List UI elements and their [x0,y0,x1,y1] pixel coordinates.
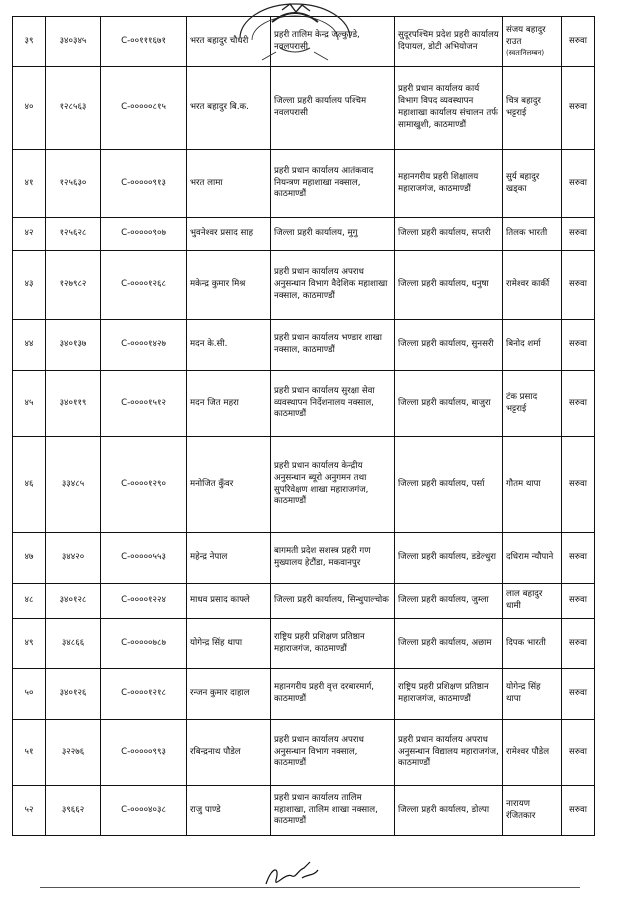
id-cell: ३९६६२ [46,786,101,836]
page-footer-rule [40,887,580,888]
table-body [13,17,595,836]
officer-cell: रामेश्वर पौडेल [503,720,562,786]
to-office-cell: जिल्ला प्रहरी कार्यालय, धनुषा [395,251,503,320]
action-cell: सरुवा [562,320,595,371]
code-cell: C-००००१२२४ [101,584,187,619]
officer-cell: दिपक भारती [503,619,562,669]
from-office-cell: प्रहरी प्रधान कार्यालय अपराध अनुसन्धान विभाग वैदेशिक महाशाखा नक्साल, काठमाण्डौं [271,251,395,320]
code-cell: C-००००१५१२ [101,371,187,437]
to-office-cell: महानगरीय प्रहरी शिक्षालय महाराजगंज, काठमाण्डौं [395,150,503,218]
table-row [13,67,595,150]
officer-cell: सुर्य बहादुर खड्का [503,150,562,218]
officer-cell: चित्र बहादुर भट्टराई [503,67,562,150]
name-cell: मनोजित कुँवर [187,437,271,533]
serial-cell: ४१ [13,150,46,218]
serial-cell: ४७ [13,533,46,584]
from-office-cell: प्रहरी प्रधान कार्यालय सुरक्षा सेवा व्यवस्थापन निर्देशनालय नक्साल, काठमाण्डौं [271,371,395,437]
name-cell: रबिन्द्रनाथ पौडेल [187,720,271,786]
id-cell: ३४०११९ [46,371,101,437]
action-cell: सरुवा [562,584,595,619]
to-office-cell: सुदूरपश्चिम प्रदेश प्रहरी कार्यालय दिपायल, डोटी अभियोजन [395,17,503,67]
code-cell: C-०००००७८७ [101,619,187,669]
from-office-cell: बागमती प्रदेश सशस्त्र प्रहरी गण मुख्यालय हेटौंडा, मकवानपुर [271,533,395,584]
action-cell: सरुवा [562,533,595,584]
to-office-cell: जिल्ला प्रहरी कार्यालय, पर्सा [395,437,503,533]
officer-cell: बिनोद शर्मा [503,320,562,371]
signature-mark [262,858,322,890]
name-cell: भरत बहादुर बि.क. [187,67,271,150]
id-cell: ३२२७६ [46,720,101,786]
action-cell: सरुवा [562,371,595,437]
officer-cell: लाल बहादुर धामी [503,584,562,619]
action-cell: सरुवा [562,619,595,669]
to-office-cell: प्रहरी प्रधान कार्यालय कार्य विभाग विपद व्यवस्थापन महाशाखा कार्यालय संचालन तर्फ सामाखुशी, काठमाण्डौं [395,67,503,150]
name-cell: भरत लामा [187,150,271,218]
table-row [13,584,595,619]
action-cell: सरुवा [562,720,595,786]
table-row [13,251,595,320]
name-cell: महेन्द्र नेपाल [187,533,271,584]
code-cell: C-०००००८१५ [101,67,187,150]
id-cell: ३४०१२६ [46,669,101,720]
officer-cell: रामेश्वर कार्की [503,251,562,320]
action-cell: सरुवा [562,17,595,67]
id-cell: १२७९८२ [46,251,101,320]
serial-cell: ४८ [13,584,46,619]
officer-note: (स्वतःनिलम्बन) [506,48,545,57]
serial-cell: ३९ [13,17,46,67]
code-cell: C-००००४०३८ [101,786,187,836]
code-cell: C-०००००९०७ [101,218,187,251]
name-cell: राजु पाण्डे [187,786,271,836]
table-row [13,437,595,533]
officer-cell: तिलक भारती [503,218,562,251]
officer-cell [503,17,562,67]
table-row [13,150,595,218]
id-cell: ३४८६६ [46,619,101,669]
action-cell: सरुवा [562,437,595,533]
code-cell: C-००१११६७१ [101,17,187,67]
to-office-cell: जिल्ला प्रहरी कार्यालय, डडेल्धुरा [395,533,503,584]
from-office-cell: महानगरीय प्रहरी वृत्त दरबारमार्ग, काठमाण्डौं [271,669,395,720]
serial-cell: ५२ [13,786,46,836]
id-cell: ३४०३४५ [46,17,101,67]
officer-cell: योगेन्द्र सिंह थापा [503,669,562,720]
to-office-cell: जिल्ला प्रहरी कार्यालय, अछाम [395,619,503,669]
serial-cell: ४० [13,67,46,150]
officer-name: संजय बहादुर राउत [506,24,546,47]
id-cell: ३४४२० [46,533,101,584]
code-cell: C-०००००५५३ [101,533,187,584]
name-cell: भुवनेश्वर प्रसाद साह [187,218,271,251]
id-cell: ३४०१२८ [46,584,101,619]
from-office-cell: जिल्ला प्रहरी कार्यालय, मुगु [271,218,395,251]
officer-cell: नारायण रंजितकार [503,786,562,836]
from-office-cell: प्रहरी प्रधान कार्यालय अपराध अनुसन्धान विभाग नक्साल, काठमाण्डौं [271,720,395,786]
to-office-cell: प्रहरी प्रधान कार्यालय अपराध अनुसन्धान विद्यालय महाराजगंज, काठमाण्डौं [395,720,503,786]
action-cell: सरुवा [562,218,595,251]
official-seal-stamp [232,2,358,74]
from-office-cell: राष्ट्रिय प्रहरी प्रशिक्षण प्रतिष्ठान महाराजगंज, काठमाण्डौं [271,619,395,669]
id-cell: ३३४८५ [46,437,101,533]
table-row [13,371,595,437]
to-office-cell: जिल्ला प्रहरी कार्यालय, बाजुरा [395,371,503,437]
serial-cell: ४३ [13,251,46,320]
from-office-cell: प्रहरी प्रधान कार्यालय भण्डार शाखा नक्साल, काठमाण्डौं [271,320,395,371]
table-row [13,720,595,786]
code-cell: C-०००००९१३ [101,150,187,218]
serial-cell: ५१ [13,720,46,786]
table-row [13,669,595,720]
id-cell: १२५६३० [46,150,101,218]
table-row [13,619,595,669]
name-cell: योगेन्द्र सिंह थापा [187,619,271,669]
serial-cell: ४२ [13,218,46,251]
name-cell: मदन जित महरा [187,371,271,437]
officer-cell: दधिराम न्यौपाने [503,533,562,584]
code-cell: C-००००१४२७ [101,320,187,371]
to-office-cell: जिल्ला प्रहरी कार्यालय, जुम्ला [395,584,503,619]
from-office-cell: जिल्ला प्रहरी कार्यालय, सिन्धुपाल्चोक [271,584,395,619]
action-cell: सरुवा [562,67,595,150]
name-cell: मदन के.सी. [187,320,271,371]
id-cell: १२५६२८ [46,218,101,251]
serial-cell: ५० [13,669,46,720]
serial-cell: ४५ [13,371,46,437]
id-cell: १२८५६३ [46,67,101,150]
from-office-cell: प्रहरी प्रधान कार्यालय केन्द्रीय अनुसन्धान ब्यूरो अनुगमन तथा सुपरिवेक्षण शाखा महाराजगंज, काठमाण्डौं [271,437,395,533]
to-office-cell: जिल्ला प्रहरी कार्यालय, सप्तरी [395,218,503,251]
table-row [13,320,595,371]
from-office-cell: प्रहरी तालिम केन्द्र जल्कुण्डे, नवलपरासी [271,17,395,67]
to-office-cell: जिल्ला प्रहरी कार्यालय, सुनसरी [395,320,503,371]
serial-cell: ४६ [13,437,46,533]
name-cell: भरत बहादुर चौधरी [187,17,271,67]
code-cell: C-०००००९९३ [101,720,187,786]
code-cell: C-००००१२१८ [101,669,187,720]
from-office-cell: प्रहरी प्रधान कार्यालय तालिम महाशाखा, तालिम शाखा नक्साल, काठमाण्डौं [271,786,395,836]
table-row [13,786,595,836]
from-office-cell: प्रहरी प्रधान कार्यालय आतंकवाद नियन्त्रण महाशाखा नक्साल, काठमाण्डौं [271,150,395,218]
officer-cell: गौतम थापा [503,437,562,533]
action-cell: सरुवा [562,251,595,320]
serial-cell: ४९ [13,619,46,669]
id-cell: ३४०१३७ [46,320,101,371]
to-office-cell: राष्ट्रिय प्रहरी प्रशिक्षण प्रतिष्ठान महाराजगंज, काठमाण्डौं [395,669,503,720]
to-office-cell: जिल्ला प्रहरी कार्यालय, डोल्पा [395,786,503,836]
action-cell: सरुवा [562,786,595,836]
action-cell: सरुवा [562,669,595,720]
code-cell: C-००००१२९० [101,437,187,533]
table-row [13,218,595,251]
name-cell: मकेन्द्र कुमार मिश्र [187,251,271,320]
transfer-table [12,16,595,836]
table-row [13,533,595,584]
code-cell: C-००००१२६८ [101,251,187,320]
serial-cell: ४४ [13,320,46,371]
from-office-cell: जिल्ला प्रहरी कार्यालय पश्चिम नवलपरासी [271,67,395,150]
name-cell: माधव प्रसाद काफ्ले [187,584,271,619]
name-cell: रन्जन कुमार दाहाल [187,669,271,720]
action-cell: सरुवा [562,150,595,218]
officer-cell: टंक प्रसाद भट्टराई [503,371,562,437]
